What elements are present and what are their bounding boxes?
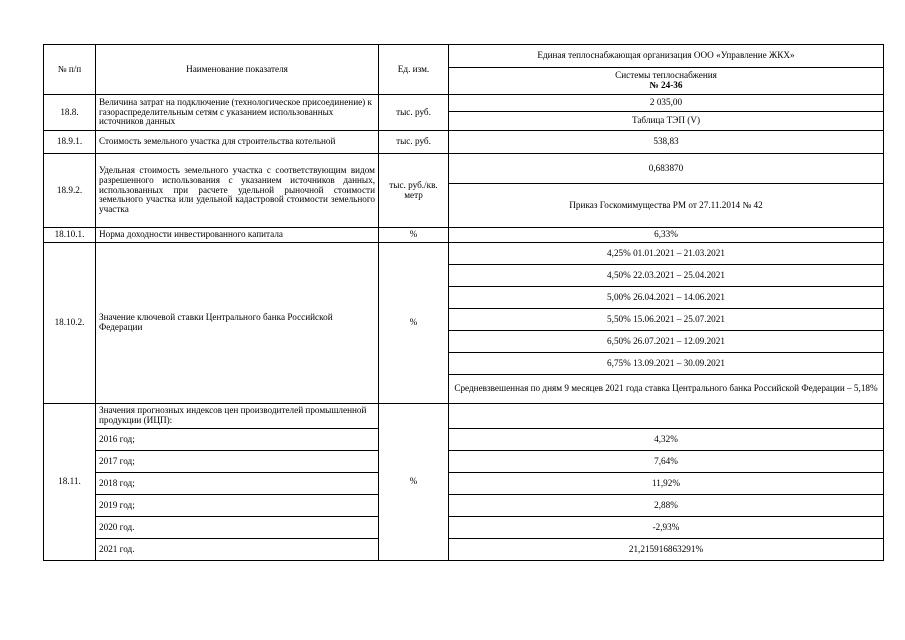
weighted-rate: Средневзвешенная по дням 9 месяцев 2021 года ставка Центрального банка Российской Федерации – 5,18% xyxy=(449,375,884,404)
year-value: 2,88% xyxy=(449,495,884,517)
year-label: 2016 год; xyxy=(96,429,379,451)
table-row xyxy=(44,539,884,561)
table-row xyxy=(44,154,884,184)
col-unit-header: Ед. изм. xyxy=(379,45,449,95)
table-row xyxy=(44,243,884,265)
rate-period: 4,25% 01.01.2021 – 21.03.2021 xyxy=(449,243,884,265)
indicator-name: Значения прогнозных индексов цен производителей промышленной продукции (ИЦП): xyxy=(96,404,379,429)
unit: тыс. руб. xyxy=(379,131,449,154)
year-label: 2021 год. xyxy=(96,539,379,561)
year-value: -2,93% xyxy=(449,517,884,539)
indicator-name: Норма доходности инвестированного капитала xyxy=(96,228,379,243)
systems-header xyxy=(449,68,884,95)
row-number: 18.9.2. xyxy=(44,154,96,228)
year-label: 2019 год; xyxy=(96,495,379,517)
table-row xyxy=(44,131,884,154)
rate-period: 6,50% 26.07.2021 – 12.09.2021 xyxy=(449,331,884,353)
table-row xyxy=(44,228,884,243)
year-label: 2020 год. xyxy=(96,517,379,539)
systems-label: Системы теплоснабжения xyxy=(615,70,717,81)
systems-number: № 24-36 xyxy=(649,80,683,90)
indicator-name: Стоимость земельного участка для строительства котельной xyxy=(96,131,379,154)
year-value: 21,215916863291% xyxy=(449,539,884,561)
value: 538,83 xyxy=(449,131,884,154)
value: 6,33% xyxy=(449,228,884,243)
table-row xyxy=(44,429,884,451)
unit: тыс. руб./кв. метр xyxy=(379,154,449,228)
table-row xyxy=(44,451,884,473)
org-title: Единая теплоснабжающая организация ООО «Управление ЖКХ» xyxy=(449,45,884,68)
rate-period: 5,00% 26.04.2021 – 14.06.2021 xyxy=(449,287,884,309)
unit: % xyxy=(379,404,449,561)
indicator-name: Величина затрат на подключение (технологическое присоединение) к газораспределительным сетям с указанием использованных источников данных xyxy=(96,95,379,131)
year-value: 4,32% xyxy=(449,429,884,451)
indicator-name: Удельная стоимость земельного участка с соответствующим видом разрешенного использования с указанием источников данных, использованных при расчете удельной рыночной стоимости земельного участка или удельной кадастровой стоимости земельного участка xyxy=(96,154,379,228)
year-label: 2018 год; xyxy=(96,473,379,495)
indicator-name: Значение ключевой ставки Центрального банка Российской Федерации xyxy=(96,243,379,404)
header-row xyxy=(44,45,884,68)
indicators-table xyxy=(43,44,884,561)
empty-value xyxy=(449,404,884,429)
col-name-header: Наименование показателя xyxy=(96,45,379,95)
value: 2 035,00 xyxy=(449,95,884,112)
unit: % xyxy=(379,243,449,404)
row-number: 18.8. xyxy=(44,95,96,131)
col-num-header: № п/п xyxy=(44,45,96,95)
row-number: 18.9.1. xyxy=(44,131,96,154)
rate-period: 5,50% 15.06.2021 – 25.07.2021 xyxy=(449,309,884,331)
table-row xyxy=(44,517,884,539)
rate-period: 4,50% 22.03.2021 – 25.04.2021 xyxy=(449,265,884,287)
table-row xyxy=(44,404,884,429)
table-row xyxy=(44,495,884,517)
source: Таблица ТЭП (V) xyxy=(449,112,884,131)
year-value: 11,92% xyxy=(449,473,884,495)
unit: тыс. руб. xyxy=(379,95,449,131)
source: Приказ Госкомимущества РМ от 27.11.2014 № 42 xyxy=(449,184,884,228)
year-label: 2017 год; xyxy=(96,451,379,473)
rate-period: 6,75% 13.09.2021 – 30.09.2021 xyxy=(449,353,884,375)
row-number: 18.10.1. xyxy=(44,228,96,243)
row-number: 18.11. xyxy=(44,404,96,561)
value: 0,683870 xyxy=(449,154,884,184)
table-row xyxy=(44,95,884,112)
unit: % xyxy=(379,228,449,243)
row-number: 18.10.2. xyxy=(44,243,96,404)
table-row xyxy=(44,473,884,495)
year-value: 7,64% xyxy=(449,451,884,473)
